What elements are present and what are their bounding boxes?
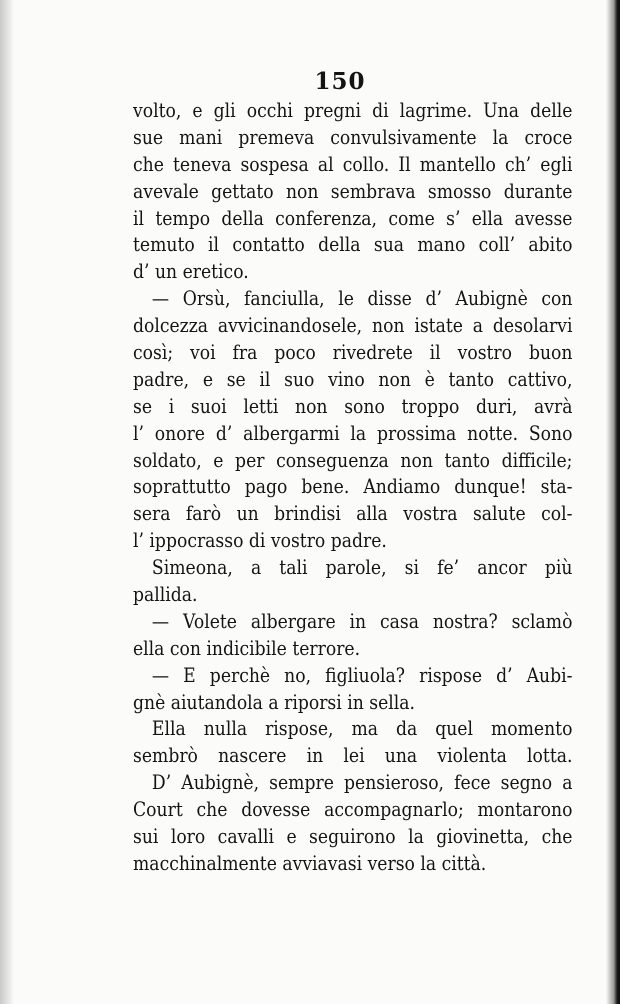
- text-line: il tempo della conferenza, come s’ ella avesse: [133, 205, 573, 230]
- body-text: [133, 97, 573, 877]
- text-line: sembrò nascere in lei una violenta lotta.: [133, 743, 573, 768]
- text-line: soprattutto pago bene. Andiamo dunque! sta-: [133, 474, 573, 499]
- text-line: pallida.: [133, 582, 198, 607]
- text-line: volto, e gli occhi pregni di lagrime. Una delle: [133, 98, 573, 122]
- text-line: — Volete albergare in casa nostra? sclamò: [151, 608, 573, 633]
- text-line: avevale gettato non sembrava smosso durante: [133, 178, 573, 203]
- text-line: sui loro cavalli e seguirono la giovinetta, che: [133, 824, 573, 849]
- text-line: gnè aiutandola a riporsi in sella.: [133, 689, 416, 714]
- text-line: Ella nulla rispose, ma da quel momento: [151, 716, 573, 741]
- text-line: d’ un eretico.: [133, 259, 249, 284]
- text-line: l’ onore d’ albergarmi la prossima notte. Sono: [133, 420, 573, 445]
- page-left-edge-shadow: [0, 0, 14, 1004]
- text-line: — E perchè no, figliuola? rispose d’ Aubi-: [151, 662, 573, 687]
- page-number: 150: [314, 68, 366, 95]
- text-line: padre, e se il suo vino non è tanto cattivo,: [133, 366, 573, 391]
- text-line: Court che dovesse accompagnarlo; montarono: [133, 797, 573, 822]
- text-line: macchinalmente avviavasi verso la città.: [133, 850, 487, 875]
- page-right-edge-shadow: [606, 0, 620, 1004]
- text-line: ella con indicibile terrore.: [133, 635, 361, 660]
- text-line: D’ Aubignè, sempre pensieroso, fece segno a: [151, 770, 573, 795]
- text-line: soldato, e per conseguenza non tanto difficile;: [133, 447, 573, 472]
- text-line: dolcezza avvicinandosele, non istate a desolarvi: [133, 313, 573, 338]
- text-line: se i suoi letti non sono troppo duri, avrà: [133, 393, 573, 418]
- text-line: Simeona, a tali parole, si fe’ ancor più: [151, 555, 573, 580]
- text-line: temuto il contatto della sua mano coll’ abito: [133, 232, 573, 257]
- text-line: — Orsù, fanciulla, le disse d’ Aubignè con: [151, 286, 573, 311]
- text-line: così; voi fra poco rivedrete il vostro buon: [133, 340, 573, 365]
- text-line: sue mani premeva convulsivamente la croce: [133, 124, 573, 149]
- text-line: sera farò un brindisi alla vostra salute col-: [133, 501, 573, 526]
- text-line: che teneva sospesa al collo. Il mantello ch’ egli: [133, 151, 573, 176]
- text-line: l’ ippocrasso di vostro padre.: [133, 528, 387, 553]
